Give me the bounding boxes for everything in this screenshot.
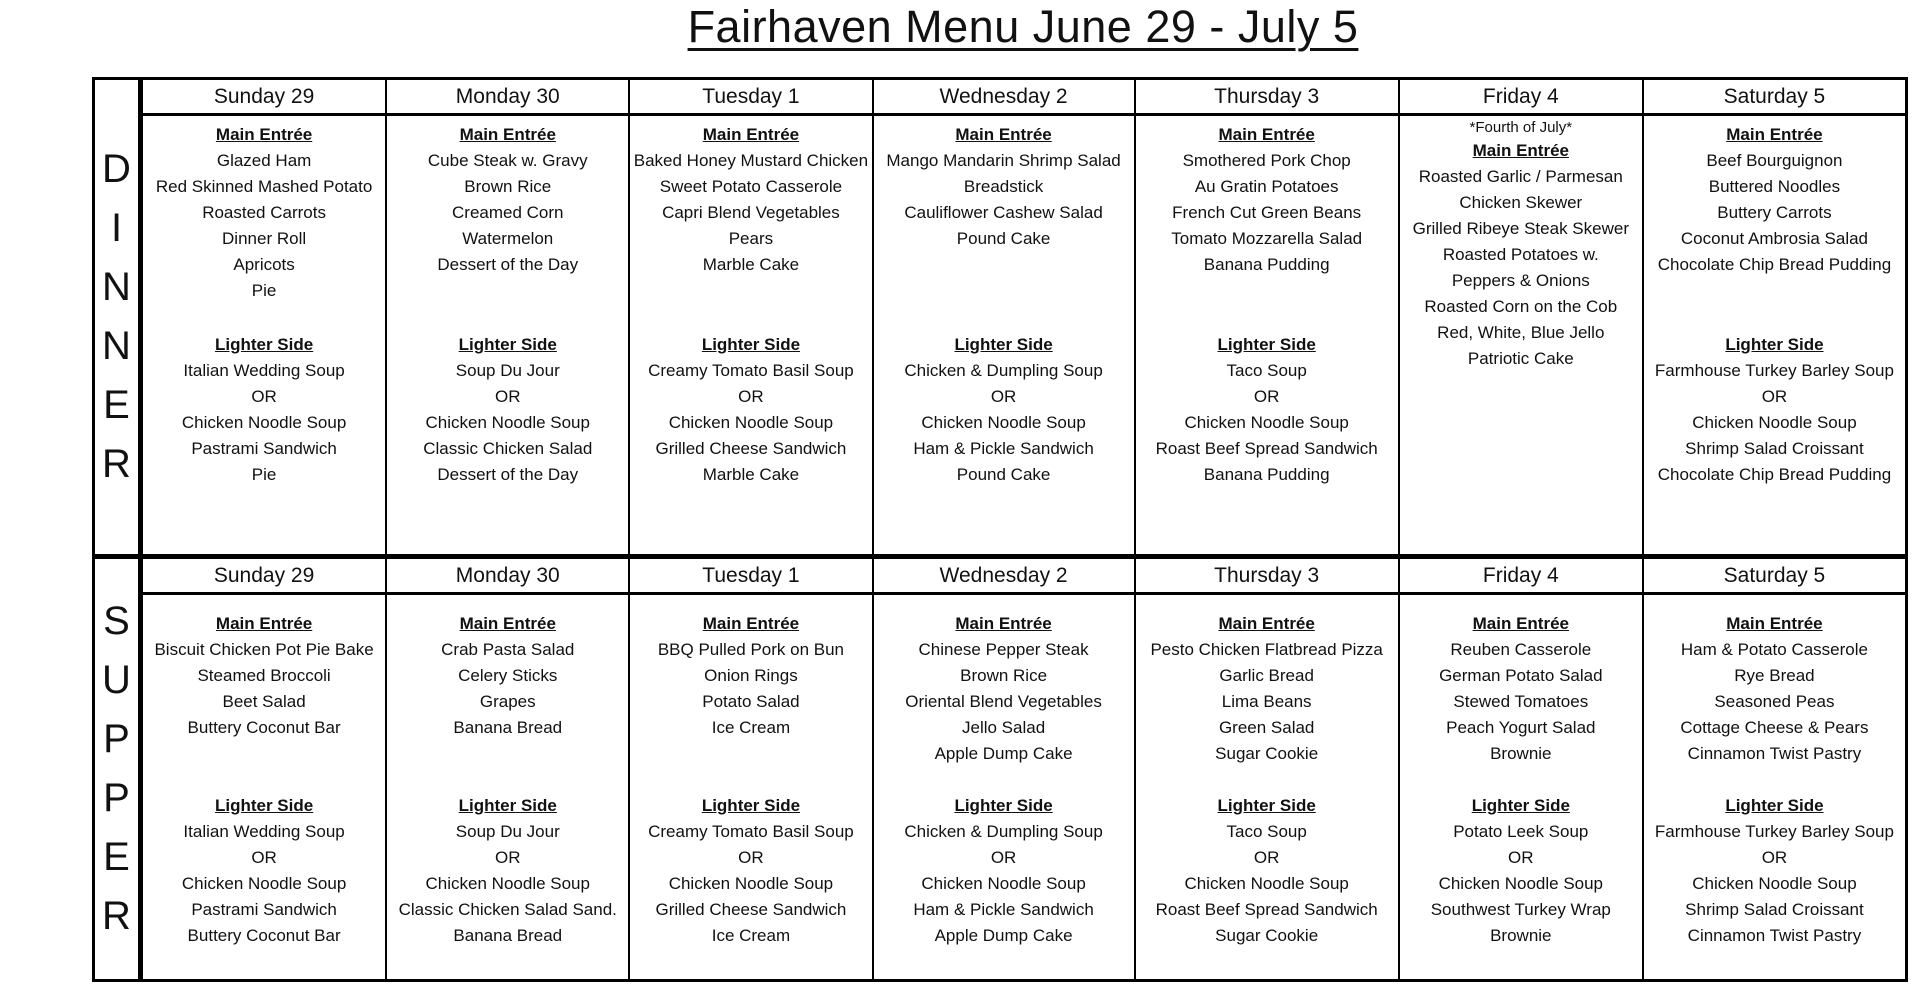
lighter-side-item: Chicken Noodle Soup xyxy=(921,874,1086,893)
lighter-side-item: Chicken Noodle Soup xyxy=(921,413,1086,432)
dinner-day-header: Monday 30 xyxy=(387,80,630,113)
supper-day-cells xyxy=(143,595,1905,979)
lighter-side-heading: Lighter Side xyxy=(954,335,1053,354)
supper-day-cell xyxy=(143,595,387,979)
lighter-side-item: Chicken Noodle Soup xyxy=(1692,874,1857,893)
main-entree-item: Buttery Coconut Bar xyxy=(187,718,341,737)
supper-day-headers xyxy=(143,559,1905,595)
main-entree-item: Dessert of the Day xyxy=(437,255,579,274)
dinner-day-cell xyxy=(630,116,873,554)
main-entree-item: Banana Pudding xyxy=(1203,255,1330,274)
lighter-side-item: Chicken & Dumpling Soup xyxy=(904,361,1103,380)
supper-label-letter: S xyxy=(103,599,130,643)
dinner-day-cell xyxy=(1644,116,1905,554)
main-entree-item: Dinner Roll xyxy=(222,229,307,248)
lighter-side-item: OR xyxy=(1253,848,1280,867)
main-entree-item: Reuben Casserole xyxy=(1450,640,1592,659)
lighter-side-item: Chicken Noodle Soup xyxy=(181,413,347,432)
supper-label-letter: E xyxy=(103,835,130,879)
main-entree-heading: Main Entrée xyxy=(1218,614,1315,633)
main-entree-item: BBQ Pulled Pork on Bun xyxy=(657,640,845,659)
lighter-side-item: Farmhouse Turkey Barley Soup xyxy=(1654,822,1894,841)
main-entree-item: Breadstick xyxy=(963,177,1044,196)
main-entree-item: Au Gratin Potatoes xyxy=(1194,177,1339,196)
main-entree-item: Chocolate Chip Bread Pudding xyxy=(1657,255,1892,274)
main-entree-heading: Main Entrée xyxy=(459,125,556,144)
lighter-side-item: Ham & Pickle Sandwich xyxy=(913,900,1094,919)
lighter-side-item: Potato Leek Soup xyxy=(1453,822,1589,841)
main-entree-item: Chinese Pepper Steak xyxy=(918,640,1089,659)
main-entree-item: Crab Pasta Salad xyxy=(441,640,575,659)
lighter-side-heading: Lighter Side xyxy=(954,796,1053,815)
main-entree-item: Sugar Cookie xyxy=(1215,744,1319,763)
lighter-side-item: OR xyxy=(990,848,1017,867)
supper-label-letter: P xyxy=(103,776,130,820)
supper-label-letter: U xyxy=(102,658,131,702)
main-entree-item: Grapes xyxy=(479,692,536,711)
holiday-note: *Fourth of July* xyxy=(1469,119,1573,136)
main-entree-item: German Potato Salad xyxy=(1439,666,1603,685)
section-spacer xyxy=(1644,767,1905,793)
lighter-side-item: Classic Chicken Salad Sand. xyxy=(398,900,617,919)
dinner-label-letter: E xyxy=(103,383,130,427)
lighter-side-item: Grilled Cheese Sandwich xyxy=(655,900,847,919)
main-entree-item: Red Skinned Mashed Potato xyxy=(155,177,373,196)
dinner-day-headers xyxy=(143,80,1905,116)
supper-side-label xyxy=(95,559,143,979)
main-entree-item: Peppers & Onions xyxy=(1451,271,1590,290)
main-entree-item: Celery Sticks xyxy=(458,666,558,685)
dinner-day-cell xyxy=(143,116,387,554)
main-entree-item: Sweet Potato Casserole xyxy=(659,177,843,196)
main-entree-item: Grilled Ribeye Steak Skewer xyxy=(1412,219,1629,238)
main-entree-item: Brown Rice xyxy=(464,177,552,196)
lighter-side-item: Creamy Tomato Basil Soup xyxy=(648,822,854,841)
supper-day-header: Monday 30 xyxy=(387,559,630,592)
supper-day-cell xyxy=(1400,595,1644,979)
supper-label-letter: P xyxy=(103,717,130,761)
main-entree-item: Lima Beans xyxy=(1221,692,1312,711)
lighter-side-item: Chicken Noodle Soup xyxy=(1184,874,1349,893)
lighter-side-heading: Lighter Side xyxy=(1725,796,1824,815)
main-entree-item: Green Salad xyxy=(1218,718,1315,737)
lighter-side-heading: Lighter Side xyxy=(1471,796,1570,815)
main-entree-heading: Main Entrée xyxy=(702,125,800,144)
dinner-day-cell xyxy=(874,116,1136,554)
main-entree-item: Ice Cream xyxy=(711,718,791,737)
dinner-day-header: Sunday 29 xyxy=(143,80,387,113)
main-entree-heading: Main Entrée xyxy=(1472,614,1569,633)
main-entree-item: Pound Cake xyxy=(956,229,1051,248)
supper-day-cell xyxy=(630,595,873,979)
lighter-side-item: Banana Bread xyxy=(453,926,563,945)
lighter-side-heading: Lighter Side xyxy=(1217,335,1316,354)
page-title: Fairhaven Menu June 29 - July 5 xyxy=(687,1,1359,52)
section-spacer xyxy=(143,304,385,332)
main-entree-item: Beet Salad xyxy=(222,692,306,711)
lighter-side-item: OR xyxy=(251,387,277,406)
main-entree-item: Marble Cake xyxy=(702,255,800,274)
main-entree-item: Ham & Potato Casserole xyxy=(1680,640,1868,659)
section-spacer xyxy=(1136,278,1398,332)
lighter-side-item: Pound Cake xyxy=(956,465,1051,484)
dinner-day-header: Friday 4 xyxy=(1400,80,1644,113)
lighter-side-item: Brownie xyxy=(1490,926,1552,945)
menu-grid xyxy=(92,77,1908,982)
main-entree-heading: Main Entrée xyxy=(215,125,313,144)
main-entree-item: Buttered Noodles xyxy=(1708,177,1841,196)
main-entree-item: Capri Blend Vegetables xyxy=(662,203,840,222)
lighter-side-item: Banana Pudding xyxy=(1203,465,1330,484)
main-entree-item: Cauliflower Cashew Salad xyxy=(904,203,1103,222)
main-entree-item: Cottage Cheese & Pears xyxy=(1680,718,1869,737)
main-entree-item: Patriotic Cake xyxy=(1467,349,1574,368)
supper-day-header: Sunday 29 xyxy=(143,559,387,592)
dinner-day-header: Tuesday 1 xyxy=(630,80,873,113)
main-entree-item: Smothered Pork Chop xyxy=(1182,151,1351,170)
lighter-side-item: Pastrami Sandwich xyxy=(191,439,337,458)
lighter-side-heading: Lighter Side xyxy=(1217,796,1316,815)
main-entree-item: Red, White, Blue Jello xyxy=(1437,323,1605,342)
main-entree-heading: Main Entrée xyxy=(1726,614,1823,633)
lighter-side-item: Soup Du Jour xyxy=(455,822,560,841)
lighter-side-item: Chicken & Dumpling Soup xyxy=(904,822,1103,841)
main-entree-heading: Main Entrée xyxy=(702,614,800,633)
main-entree-item: Rye Bread xyxy=(1734,666,1815,685)
lighter-side-item: Pastrami Sandwich xyxy=(191,900,337,919)
main-entree-item: Brownie xyxy=(1490,744,1552,763)
supper-day-cell xyxy=(387,595,630,979)
main-entree-item: Steamed Broccoli xyxy=(197,666,331,685)
lighter-side-item: Chocolate Chip Bread Pudding xyxy=(1657,465,1892,484)
section-spacer xyxy=(630,741,871,793)
lighter-side-item: OR xyxy=(1253,387,1280,406)
section-spacer xyxy=(874,767,1134,793)
lighter-side-item: OR xyxy=(1508,848,1534,867)
supper-day-cell xyxy=(1136,595,1400,979)
lighter-side-item: Chicken Noodle Soup xyxy=(1438,874,1604,893)
main-entree-item: Roasted Corn on the Cob xyxy=(1424,297,1618,316)
section-spacer xyxy=(1400,767,1642,793)
main-entree-item: Glazed Ham xyxy=(216,151,312,170)
main-entree-item: Watermelon xyxy=(462,229,554,248)
dinner-day-cell xyxy=(387,116,630,554)
supper-day-cell xyxy=(1644,595,1905,979)
main-entree-item: Banana Bread xyxy=(453,718,563,737)
main-entree-heading: Main Entrée xyxy=(215,614,313,633)
lighter-side-item: Cinnamon Twist Pastry xyxy=(1687,926,1862,945)
lighter-side-item: OR xyxy=(495,387,521,406)
lighter-side-item: Buttery Coconut Bar xyxy=(187,926,341,945)
main-entree-item: Pie xyxy=(251,281,277,300)
supper-section xyxy=(95,559,1905,979)
lighter-side-item: Shrimp Salad Croissant xyxy=(1685,900,1864,919)
main-entree-heading: Main Entrée xyxy=(459,614,556,633)
lighter-side-item: Chicken Noodle Soup xyxy=(181,874,347,893)
main-entree-item: Stewed Tomatoes xyxy=(1453,692,1589,711)
main-entree-heading: Main Entrée xyxy=(1472,141,1569,160)
supper-day-header: Saturday 5 xyxy=(1723,564,1826,587)
section-spacer xyxy=(874,252,1134,332)
lighter-side-item: Ham & Pickle Sandwich xyxy=(913,439,1094,458)
lighter-side-item: Classic Chicken Salad xyxy=(423,439,593,458)
lighter-side-item: Southwest Turkey Wrap xyxy=(1430,900,1611,919)
lighter-side-item: Ice Cream xyxy=(711,926,791,945)
dinner-label-letter: N xyxy=(102,324,131,368)
main-entree-item: Coconut Ambrosia Salad xyxy=(1680,229,1868,248)
dinner-label-letter: R xyxy=(102,442,131,486)
lighter-side-item: OR xyxy=(495,848,521,867)
main-entree-item: Cinnamon Twist Pastry xyxy=(1687,744,1862,763)
lighter-side-item: Marble Cake xyxy=(702,465,800,484)
dinner-day-cells xyxy=(143,116,1905,554)
lighter-side-item: Taco Soup xyxy=(1226,361,1307,380)
lighter-side-item: Chicken Noodle Soup xyxy=(668,413,834,432)
main-entree-item: Apricots xyxy=(233,255,295,274)
main-entree-item: Garlic Bread xyxy=(1219,666,1314,685)
lighter-side-item: Italian Wedding Soup xyxy=(183,361,345,380)
lighter-side-item: Chicken Noodle Soup xyxy=(668,874,834,893)
dinner-label-letter: I xyxy=(110,206,123,250)
lighter-side-item: Farmhouse Turkey Barley Soup xyxy=(1654,361,1894,380)
main-entree-heading: Main Entrée xyxy=(1726,125,1823,144)
main-entree-item: Peach Yogurt Salad xyxy=(1446,718,1596,737)
main-entree-heading: Main Entrée xyxy=(1218,125,1315,144)
lighter-side-item: Soup Du Jour xyxy=(455,361,560,380)
main-entree-item: Roasted Garlic / Parmesan xyxy=(1418,167,1623,186)
main-entree-item: Tomato Mozzarella Salad xyxy=(1171,229,1363,248)
lighter-side-item: Roast Beef Spread Sandwich xyxy=(1155,439,1378,458)
lighter-side-item: Pie xyxy=(251,465,277,484)
section-spacer xyxy=(1136,767,1398,793)
dinner-day-cell xyxy=(1136,116,1400,554)
dinner-day-header: Saturday 5 xyxy=(1723,85,1826,108)
main-entree-item: Roasted Carrots xyxy=(202,203,326,222)
main-entree-item: Buttery Carrots xyxy=(1717,203,1832,222)
main-entree-item: Brown Rice xyxy=(960,666,1048,685)
lighter-side-item: Chicken Noodle Soup xyxy=(1692,413,1857,432)
lighter-side-heading: Lighter Side xyxy=(701,335,801,354)
section-spacer xyxy=(630,278,871,332)
lighter-side-heading: Lighter Side xyxy=(458,335,557,354)
supper-day-cell xyxy=(874,595,1136,979)
dinner-day-cell xyxy=(1400,116,1644,554)
lighter-side-heading: Lighter Side xyxy=(214,335,314,354)
main-entree-heading: Main Entrée xyxy=(955,125,1052,144)
main-entree-item: Cube Steak w. Gravy xyxy=(427,151,588,170)
main-entree-item: Biscuit Chicken Pot Pie Bake xyxy=(154,640,374,659)
main-entree-item: Potato Salad xyxy=(702,692,800,711)
section-spacer xyxy=(387,278,628,332)
lighter-side-heading: Lighter Side xyxy=(458,796,557,815)
lighter-side-heading: Lighter Side xyxy=(1725,335,1824,354)
main-entree-item: Onion Rings xyxy=(704,666,798,685)
main-entree-item: Jello Salad xyxy=(961,718,1046,737)
lighter-side-item: Chicken Noodle Soup xyxy=(1184,413,1349,432)
main-entree-item: French Cut Green Beans xyxy=(1172,203,1362,222)
main-entree-item: Creamed Corn xyxy=(452,203,564,222)
supper-day-header: Tuesday 1 xyxy=(630,559,873,592)
main-entree-item: Baked Honey Mustard Chicken xyxy=(633,151,869,170)
lighter-side-item: Dessert of the Day xyxy=(437,465,579,484)
lighter-side-item: Shrimp Salad Croissant xyxy=(1685,439,1864,458)
main-entree-item: Roasted Potatoes w. xyxy=(1442,245,1599,264)
main-entree-item: Chicken Skewer xyxy=(1459,193,1583,212)
dinner-label-letter: N xyxy=(102,265,131,309)
lighter-side-item: Taco Soup xyxy=(1226,822,1307,841)
supper-label-letter: R xyxy=(102,894,131,938)
main-entree-item: Pears xyxy=(728,229,774,248)
lighter-side-heading: Lighter Side xyxy=(214,796,314,815)
lighter-side-item: Chicken Noodle Soup xyxy=(425,413,590,432)
dinner-section xyxy=(95,80,1905,559)
lighter-side-item: Creamy Tomato Basil Soup xyxy=(648,361,854,380)
section-spacer xyxy=(387,741,628,793)
section-spacer xyxy=(1644,278,1905,332)
dinner-label-letter: D xyxy=(102,147,131,191)
lighter-side-item: OR xyxy=(738,387,764,406)
lighter-side-item: Apple Dump Cake xyxy=(934,926,1073,945)
main-entree-item: Seasoned Peas xyxy=(1714,692,1835,711)
main-entree-item: Apple Dump Cake xyxy=(934,744,1073,763)
lighter-side-item: OR xyxy=(1761,848,1788,867)
lighter-side-item: OR xyxy=(251,848,277,867)
lighter-side-item: Sugar Cookie xyxy=(1215,926,1319,945)
section-spacer xyxy=(143,741,385,793)
main-entree-item: Mango Mandarin Shrimp Salad xyxy=(886,151,1121,170)
main-entree-heading: Main Entrée xyxy=(955,614,1052,633)
dinner-day-header: Thursday 3 xyxy=(1136,80,1400,113)
supper-day-header: Friday 4 xyxy=(1400,559,1644,592)
lighter-side-item: OR xyxy=(990,387,1017,406)
lighter-side-item: Italian Wedding Soup xyxy=(183,822,345,841)
lighter-side-item: OR xyxy=(738,848,764,867)
main-entree-item: Pesto Chicken Flatbread Pizza xyxy=(1150,640,1383,659)
dinner-day-header: Wednesday 2 xyxy=(874,80,1136,113)
lighter-side-item: Roast Beef Spread Sandwich xyxy=(1155,900,1378,919)
supper-day-header: Wednesday 2 xyxy=(874,559,1136,592)
main-entree-item: Oriental Blend Vegetables xyxy=(905,692,1102,711)
dinner-side-label xyxy=(95,80,143,554)
lighter-side-item: Chicken Noodle Soup xyxy=(425,874,590,893)
main-entree-item: Beef Bourguignon xyxy=(1706,151,1843,170)
lighter-side-item: OR xyxy=(1761,387,1788,406)
lighter-side-heading: Lighter Side xyxy=(701,796,801,815)
supper-day-header: Thursday 3 xyxy=(1136,559,1400,592)
lighter-side-item: Grilled Cheese Sandwich xyxy=(655,439,847,458)
